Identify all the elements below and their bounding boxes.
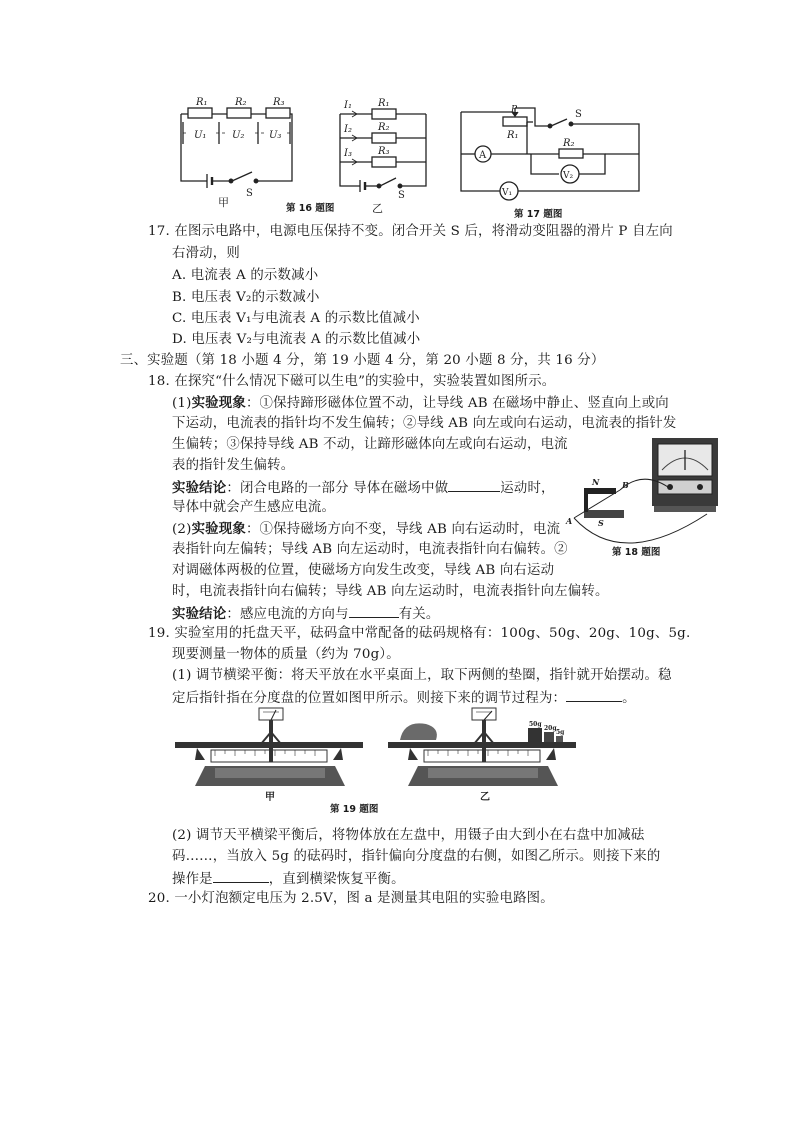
q18-conclusion2 (172, 603, 439, 625)
fig16-yi-name: 乙 (372, 202, 383, 215)
fig18-label-s: S (598, 518, 604, 528)
fig16-jia-switch: S (246, 188, 253, 199)
fig17-r2: R₂ (563, 138, 575, 149)
fig16-jia-u2: U₂ (232, 130, 245, 141)
q18-part2-line1 (172, 519, 560, 540)
fig17-r1: R₁ (507, 130, 519, 141)
q18-conclusion1-text: ：闭合电路的一部分 导体在磁场中做 (226, 481, 449, 496)
q18-blank-2[interactable] (349, 603, 399, 618)
fig18-label-b: B (622, 480, 629, 490)
q18-part1-line3: 生偏转；③保持导线 AB 不动，让蹄形磁体向左或向右运动，电流 (172, 437, 568, 452)
figure-19-balance-yi (388, 704, 578, 802)
fig18-label-n: N (592, 477, 600, 487)
fig19-yi-label: 乙 (480, 792, 490, 802)
fig16-yi-r2: R₂ (378, 122, 390, 133)
q17-option-b: B. 电压表 V₂的示数减小 (172, 290, 320, 305)
fig16-jia-r3: R₃ (273, 97, 285, 108)
q19-stem-line2: 现要测量一物体的质量（约为 70g）。 (172, 647, 400, 662)
q19-part1-line1: (1) 调节横梁平衡：将天平放在水平桌面上，取下两侧的垫圈，指针就开始摆动。稳 (172, 668, 672, 683)
fig19-weight-5g: 5g (556, 729, 565, 736)
fig16-jia-name: 甲 (218, 196, 229, 209)
horseshoe-magnet (584, 488, 624, 518)
q18-part1-label: 实验现象 (191, 395, 246, 411)
q18-conclusion2-text: ：感应电流的方向与 (226, 607, 349, 622)
fig16-jia-u3: U₃ (269, 130, 282, 141)
q17-stem-line1: 17. 在图示电路中，电源电压保持不变。闭合开关 S 后，将滑动变阻器的滑片 P 自左向 (148, 224, 673, 239)
q18-conclusion1-line2: 导体中就会产生感应电流。 (172, 500, 336, 515)
q18-part2-line2: 表指针向左偏转；导线 AB 向左运动时，电流表指针向右偏转。② (172, 542, 568, 557)
q18-part1-line4: 表的指针发生偏转。 (172, 458, 295, 473)
q18-part2-line4: 时，电流表指针向右偏转；导线 AB 向左运动时，电流表指针向左偏转。 (172, 584, 609, 599)
section-3-heading: 三、实验题（第 18 小题 4 分，第 19 小题 4 分，第 20 小题 8 分，共 16 分） (120, 353, 605, 368)
q18-part2-prefix: (2) (172, 522, 192, 537)
figure-19-caption: 第 19 题图 (330, 804, 379, 815)
fig17-v2: V₂ (563, 171, 574, 181)
q19-part1-text2: 定后指针指在分度盘的位置如图甲所示。则接下来的调节过程为： (172, 691, 567, 706)
figure-17-caption: 第 17 题图 (514, 209, 563, 220)
q19-part2-line3 (172, 868, 405, 890)
q20-stem: 20. 一小灯泡额定电压为 2.5V，图 a 是测量其电阻的实验电路图。 (148, 891, 554, 906)
q18-part2-label: 实验现象 (191, 521, 246, 537)
figure-16-yi-circuit (330, 96, 436, 216)
q18-conclusion1-text-end: 运动时， (500, 481, 555, 496)
fig19-jia-label: 甲 (265, 792, 275, 802)
fig18-label-a: A (566, 516, 573, 526)
q19-part2-end: ，直到横梁恢复平衡。 (268, 872, 405, 887)
q19-stem-line1: 19. 实验室用的托盘天平，砝码盒中常配备的砝码规格有：100g、50g、20g、10g、5g. (148, 626, 691, 641)
q18-part2-line3: 对调磁体两极的位置，使磁场方向发生改变，导线 AB 向右运动 (172, 563, 555, 578)
q18-conclusion1-label: 实验结论 (172, 480, 227, 496)
q18-part1-prefix: (1) (172, 396, 192, 411)
fig16-jia-u1: U₁ (194, 130, 207, 141)
figure-19-balance-jia (175, 704, 365, 802)
fig16-jia-r2: R₂ (235, 97, 247, 108)
fig17-ammeter: A (479, 150, 487, 161)
fig16-yi-r3: R₃ (378, 146, 390, 157)
q17-stem-line2: 右滑动，则 (172, 246, 240, 261)
figure-16-caption: 第 16 题图 (286, 203, 335, 214)
q19-part1-end: 。 (622, 691, 636, 706)
q19-part2-line2: 码……，当放入 5g 的砝码时，指针偏向分度盘的右侧，如图乙所示。则接下来的 (172, 849, 661, 864)
figure-18-caption: 第 18 题图 (612, 547, 661, 558)
q18-blank-1[interactable] (448, 477, 500, 492)
q18-conclusion1-line1 (172, 477, 555, 499)
q18-part2-text1: ：①保持磁场方向不变，导线 AB 向右运动时，电流 (245, 522, 561, 537)
figure-17-circuit (455, 104, 645, 216)
fig16-yi-i1: I₁ (344, 100, 352, 111)
figure-16-jia-circuit (172, 96, 304, 218)
q17-option-a: A. 电流表 A 的示数减小 (172, 268, 319, 283)
fig16-yi-r1: R₁ (378, 98, 390, 109)
fig16-yi-i2: I₂ (344, 124, 352, 135)
figure-18-apparatus (562, 430, 724, 560)
fig16-yi-i3: I₃ (344, 148, 352, 159)
q19-part2-line1: (2) 调节天平横梁平衡后，将物体放在左盘中，用镊子由大到小在右盘中加减砝 (172, 828, 645, 843)
q19-blank-2[interactable] (213, 868, 269, 883)
q17-option-d: D. 电压表 V₂与电流表 A 的示数比值减小 (172, 332, 421, 347)
fig16-yi-switch: S (398, 190, 405, 201)
fig17-v1: V₁ (502, 188, 513, 198)
fig19-weight-20g: 20g (544, 725, 557, 732)
q18-part1-line1 (172, 393, 669, 414)
q17-option-c: C. 电压表 V₁与电流表 A 的示数比值减小 (172, 311, 420, 326)
q19-blank-1[interactable] (566, 687, 622, 702)
fig17-slider-p: P (511, 105, 518, 115)
q18-part1-text1: ：①保持蹄形磁体位置不动，让导线 AB 在磁场中静止、竖直向上或向 (245, 396, 669, 411)
q18-conclusion2-label: 实验结论 (172, 606, 227, 622)
fig16-jia-r1: R₁ (196, 97, 208, 108)
q18-stem: 18. 在探究“什么情况下磁可以生电”的实验中，实验装置如图所示。 (148, 374, 556, 389)
fig17-switch: S (575, 109, 582, 120)
q18-part1-line2: 下运动，电流表的指针均不发生偏转；②导线 AB 向左或向右运动，电流表的指针发 (172, 416, 677, 431)
galvanometer (652, 438, 718, 512)
fig19-weight-50g: 50g (529, 721, 542, 728)
q18-conclusion2-text-end: 有关。 (398, 607, 440, 622)
q19-part2-text3: 操作是 (172, 872, 213, 887)
